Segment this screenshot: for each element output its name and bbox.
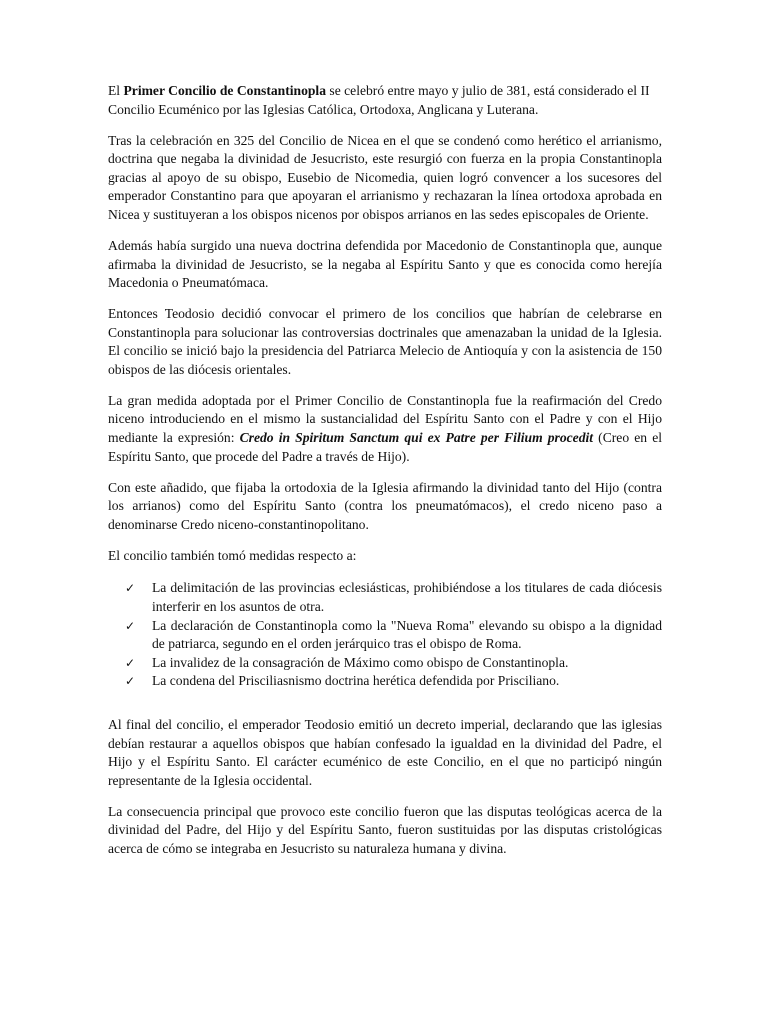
list-item-text: La invalidez de la consagración de Máximo como obispo de Constantinopla. (152, 654, 569, 670)
document-page (108, 82, 662, 871)
checkmark-icon: ✓ (125, 581, 136, 596)
list-item (108, 579, 662, 616)
checkmark-icon: ✓ (125, 618, 136, 633)
list-item-text: La declaración de Constantinopla como la "Nueva Roma" elevando su obispo a la dignidad de patriarca, segundo en el orden jerárquico tras el obispo de Roma. (152, 617, 662, 652)
paragraph-arrianism: Tras la celebración en 325 del Concilio de Nicea en el que se condenó como herético el arrianismo, doctrina que negaba la divinidad de Jesucristo, este resurgió con fuerza en la propia Constantinopla gracias al apoyo de su obispo, Eusebio de Nicomedia, quien logró convencer a los sucesores del emperador Constantino para que apoyaran el arrianismo y rechazaran la línea ortodoxa aprobada en Nicea y sustituyeran a los obispos nicenos por obispos arrianos en las sedes episcopales de Oriente. (108, 132, 662, 222)
paragraph-decree: Al final del concilio, el emperador Teodosio emitió un decreto imperial, declarando que las iglesias debían restaurar a aquellos obispos que habían confesado la igualdad en la divinidad del Padre, el Hijo y el Espíritu Santo. El carácter ecuménico de este Concilio, en el que no participó ningún representante de la Iglesia occidental. (108, 716, 662, 788)
paragraph-intro (108, 82, 662, 119)
paragraph-orthodoxy: Con este añadido, que fijaba la ortodoxia de la Iglesia afirmando la divinidad tanto del Hijo (contra los arrianos) como del Espíritu Santo (contra los pneumatómacos), el credo niceno paso a denominarse Credo niceno-constantinopolitano. (108, 479, 662, 532)
list-item-text: La delimitación de las provincias eclesiásticas, prohibiéndose a los titulares de cada diócesis interferir en los asuntos de otra. (152, 580, 662, 614)
credo-pre: La gran medida adoptada por el Primer Concilio de Constantinopla fue la reafirmación del Credo niceno introduciendo en el mismo la sustancialidad del Espíritu Santo con el Padre y con el Hijo mediante la expresión: (108, 392, 662, 446)
checkmark-icon: ✓ (125, 655, 136, 670)
intro-post: se celebró entre mayo y julio de 381, está considerado el II Concilio Ecuménico por las Iglesias Católica, Ortodoxa, Anglicana y Luterana. (108, 83, 650, 117)
measures-list (108, 579, 662, 691)
credo-post: (Creo en el Espíritu Santo, que procede del Padre a través de Hijo). (108, 430, 662, 464)
credo-latin-phrase: Credo in Spiritum Sanctum qui ex Patre per Filium procedit (239, 430, 594, 446)
vertical-spacer (108, 691, 662, 716)
paragraph-measures-intro: El concilio también tomó medidas respecto a: (108, 547, 357, 563)
paragraph-macedonian-heresy: Además había surgido una nueva doctrina defendida por Macedonio de Constantinopla que, aunque afirmaba la divinidad de Jesucristo, se la negaba al Espíritu Santo y que es conocida como herejía Macedonia o Pneumatómaca. (108, 237, 662, 291)
list-item (108, 617, 662, 654)
intro-pre: El (108, 83, 124, 98)
list-item (108, 672, 662, 691)
council-name: Primer Concilio de Constantinopla (123, 83, 327, 98)
paragraph-teodosio: Entonces Teodosio decidió convocar el primero de los concilios que habrían de celebrarse en Constantinopla para solucionar las controversias doctrinales que amenazaban la unidad de la Iglesia. El concilio se inició bajo la presidencia del Patriarca Melecio de Antioquía y con la asistencia de 150 obispos de las diócesis orientales. (108, 306, 662, 377)
paragraph-credo (108, 392, 662, 466)
checkmark-icon: ✓ (125, 674, 136, 689)
paragraph-consequence: La consecuencia principal que provoco este concilio fueron que las disputas teológicas acerca de la divinidad del Padre, del Hijo y del Espíritu Santo, fueron sustituidas por las disputas cristológicas acerca de cómo se integraba en Jesucristo su naturaleza humana y divina. (108, 803, 662, 856)
list-item-text: La condena del Prisciliasnismo doctrina herética defendida por Prisciliano. (152, 673, 560, 689)
list-item (108, 654, 662, 673)
